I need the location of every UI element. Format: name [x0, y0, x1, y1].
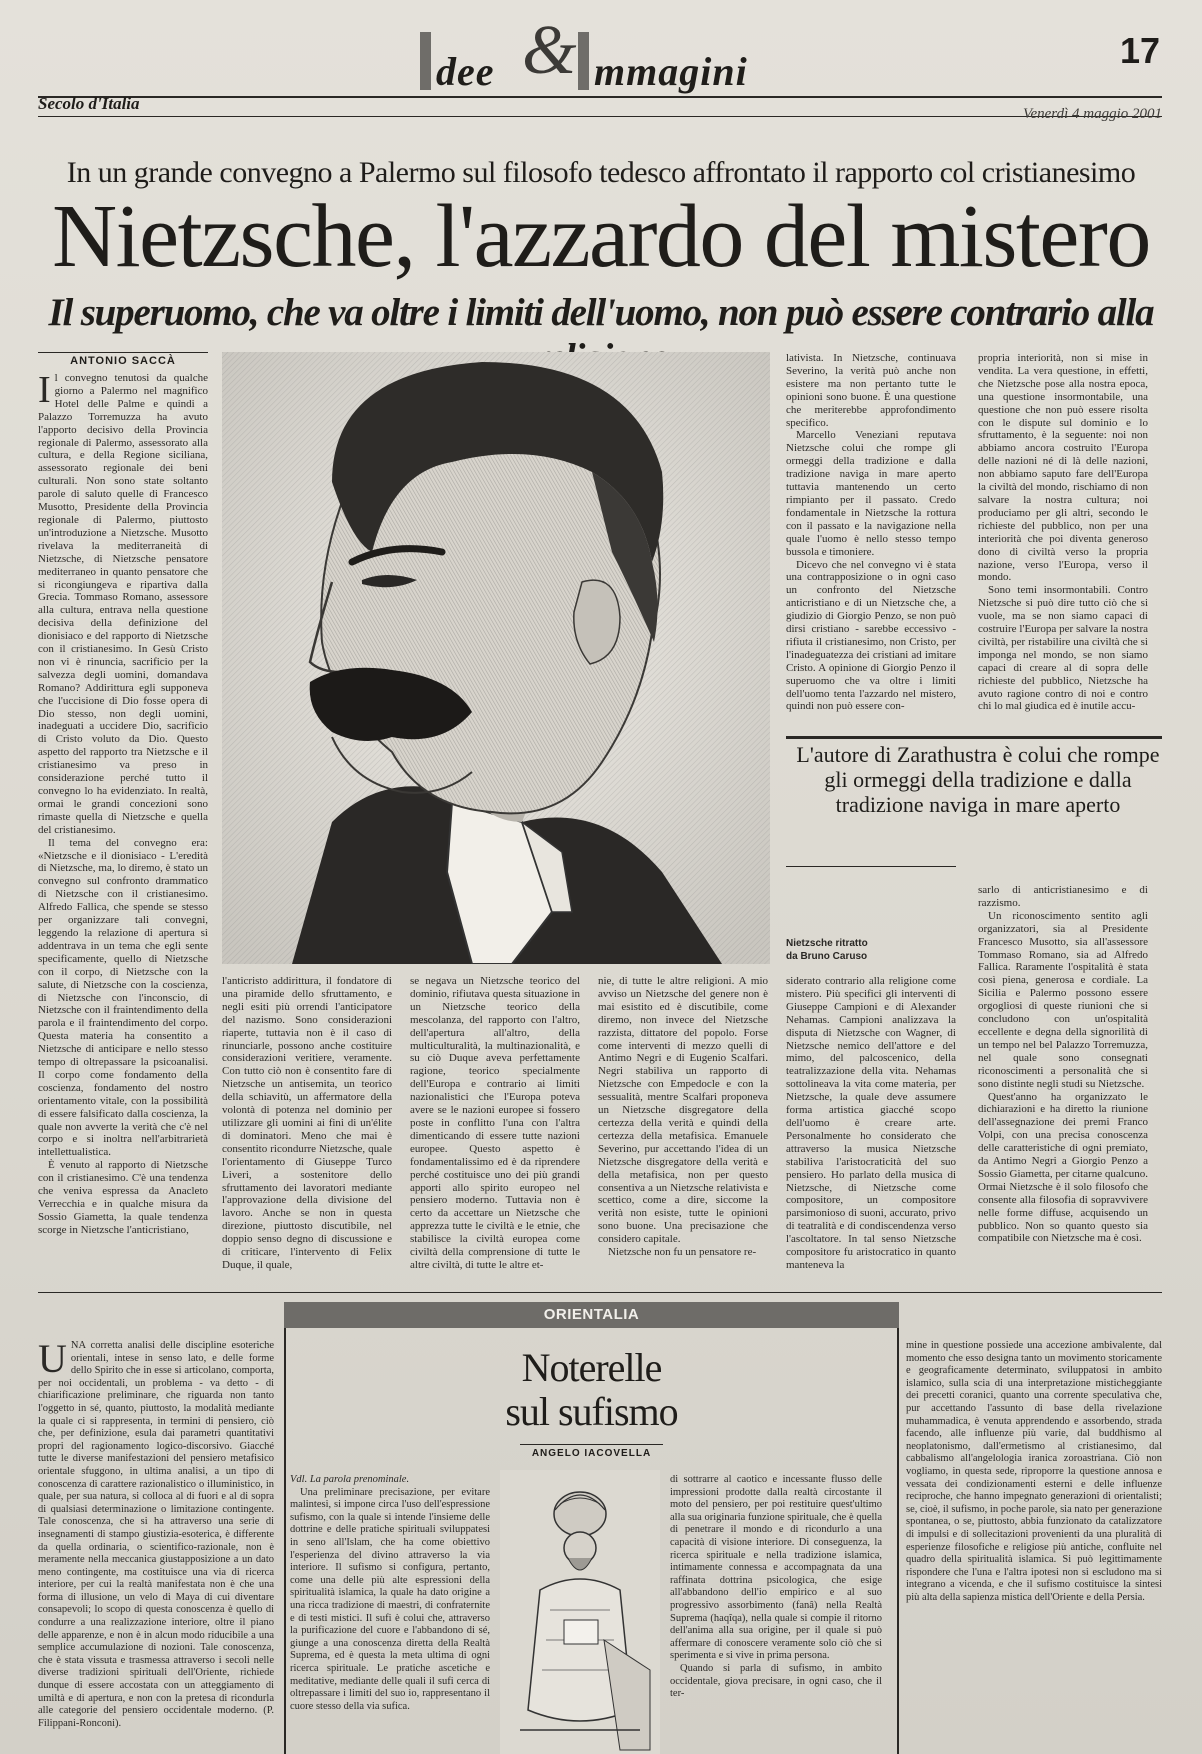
- caption-line-1: Nietzsche ritratto: [786, 938, 868, 949]
- article-column-1: [38, 372, 208, 1280]
- masthead-idee: dee: [436, 49, 495, 94]
- article-column-6-bottom: [978, 884, 1148, 1280]
- orientalia-mid-lead: Vdl. La parola prenominale.: [290, 1474, 410, 1485]
- orientalia-dropcap: U: [38, 1340, 67, 1381]
- pull-quote-bottom-rule: [786, 866, 956, 867]
- orientalia-byline-rule: [520, 1444, 663, 1445]
- orientalia-column-right-mid: [670, 1474, 882, 1754]
- col4-bottom-paragraph-1: nie, di tutte le altre religioni. A mio avviso un Nietzsche del genere non è mai esistito ed è discutibile, come diremo, non invece del Nietzsche razzista, dittatore del popolo. Forse come interventi di mezzo quelli di Antimo Negri e di Eugenio Scalfari. Negri stabiliva un rapporto di Nietzsche con Empedocle e con la sessualità, mentre Scalfari proponeva un Nietzsche disgregatore della certezza della verità e quindi della certezza della metafisica. Emanuele Severino, pur accettando l'idea di un Nietzsche disgregatore della verità e della metafisica, non per questo consentiva a un Nietzsche relativista e scettico, come a dire, siccome la verità non esiste, tutte le opinioni sono buone. Una precisazione che considero capitale.: [598, 975, 768, 1246]
- col2-bottom-paragraph: l'anticristo addirittura, il fondatore di una piramide dello sfruttamento, e negli esiti più orrendi l'anticipatore del nazismo. Sono considerazioni riaperte, tuttavia non è il caso di rinunciarle, possono anche costituire considerazioni veritiere, veramente. Con tutto ciò non è consentito fare di Nietzsche un antisemita, un teorico della schiavitù, un affermatore della volontà di potenza nel dominio per utilizzare gli uomini ai fini di un'élite di dominatori. Meno che mai è consentito ricondurre Nietzsche, quale l'orientamento di Giuseppe Turco Liveri, a sostenitore dello sfruttamento dei lavoratori mediante l'approvazione della divisione del lavoro. Anche se non in questa direzione, piuttosto discutibile, nel doppio senso degno di discussione e di criticare, l'intervento di Felix Duque, il quale,: [222, 975, 392, 1271]
- col3-bottom-paragraph: se negava un Nietzsche teorico del dominio, rifiutava questa situazione in un Nietzsche teorico della mescolanza, del rapporto con l'altro, dell'apertura all'altro, della multiculturalità, la multinazionalità, e su ciò Duque aveva perfettamente ragione, teorico specialmente dell'Europa e contrario ai limiti nazionalistici che l'Europa poteva avere se le nazioni europee si fossero poste in conflitto l'una con l'altra dimenticando di essere tutte nazioni europee. Questo aspetto è fondamentalissimo ed è da riprendere perché costituisce uno dei più grandi apporti allo spirito europeo nel pensiero moderno. Tuttavia non è certo da accettare un Nietzsche che apprezza tutte le civiltà e le etnie, che stabilisce la civiltà europea come civiltà della comprensione di tutte le altre civiltà, di tutte le altre et-: [410, 975, 580, 1271]
- portrait-illustration: [222, 352, 770, 964]
- page-number: 17: [1119, 30, 1160, 71]
- sufi-sage-illustration: [500, 1470, 660, 1754]
- col6-paragraph-1: propria interiorità, non si mise in vendita. La vera questione, in effetti, che Nietzsche pose alla nostra epoca, una questione insormontabile, una questione che non può essere risolta con le dispute sul dominio e lo sfruttamento, è la seguente: noi non abbiamo ancora costruito l'Europa delle nazioni né di là delle nazioni, non abbiamo saputo fare dell'Europa la civiltà del mondo, rischiamo di non salvare la nostra cultura; noi produciamo per gli altri, secondo le richieste del pubblico, non per una interiorità che poi diventa generoso dono di civiltà verso la propria nazione, verso l'Europa, verso il mondo.: [978, 352, 1148, 584]
- orientalia-column-mid: [290, 1474, 490, 1754]
- col6-bottom-paragraph-2: Un riconoscimento sentito agli organizzatori, sia al Presidente Francesco Musotto, sia all'assessore Tommaso Romano, sia ad Alfredo Fallica. Raramente l'ospitalità è stata così piena, generosa e cordiale. La Sicilia e Palermo possono essere orgogliosi di queste riunioni che si concludono con un'ospitalità eccellente e degna della signorilità di un tempo nel bel Palazzo Torremuzza, nel quale sono consegnati riconoscimenti a personalità che si sono distinte negli studi su Nietzsche.: [978, 909, 1148, 1090]
- orientalia-right-text: mine in questione possiede una accezione ambivalente, dal momento che esso designa tanto un movimento storicamente e geograficamente determinato, sviluppatosi in ambito islamico, sulla scia di una interpretazione misticheggiante dei precetti coranici, quanto una corrente speculativa che, pur accettando l'assunto di base della rivelazione muhammadica, è venuta apprendendo e assorbendo, strada facendo, alle influenze più varie, dal buddhismo al neoplatonismo, dall'ermetismo al cristianesimo, dal cabbalismo all'angelologia iranica zoroastriana. Ciò non vogliamo, in questa sede, riproporre la questione annosa e vessata dei condizionamenti esterni e delle influenze reciproche, che hanno impegnato generazioni di orientalisti; se, cioè, il sufismo, in poche parole, sia nato per generazione spontanea, o se, piuttosto, abbia funzionato da catalizzatore di impulsi e di sollecitazioni provenienti da una pluralità di esperienze filosofiche e religiose più antiche, confluite nel quadro della spiritualità islamica. Si può legittimamente rispondere che l'una e l'altra ipotesi non si escludono ma si integrano a vicenda, e che il sufismo costituisce la sintesi più alta della sapienza mistica dell'Oriente e della Persia.: [906, 1340, 1162, 1603]
- article-column-4-bottom: [598, 975, 768, 1280]
- sufi-sage-icon: [500, 1470, 660, 1754]
- orientalia-label: ORIENTALIA: [284, 1302, 899, 1328]
- orientalia-title-line-2: sul sufismo: [505, 1389, 678, 1434]
- col5-paragraph-2: Marcello Veneziani reputava Nietzsche colui che rompe gli ormeggi della tradizione e dalla tradizione naviga in mare aperto tuttavia mantenendo un certo rimpianto per il passato. Credo fondamentale in Nietzsche la rottura con il passato e la navigazione nella quale l'uomo è nello stesso tempo bussola e timoniere.: [786, 429, 956, 558]
- orientalia-mid-text: Una preliminare precisazione, per evitare malintesi, si impone circa l'uso dell'espressione sufismo, con la quale si intende l'insieme delle dottrine e delle pratiche spirituali sviluppatesi in seno all'Islam, che ha come obiettivo l'esperienza del divino attraverso la via interiore. Il sufismo si configura, pertanto, come una delle più alte espressioni della spiritualità islamica, la quale ha dato origine a una ricca tradizione di maestri, di confraternite e di testi mistici. Il sufi è colui che, attraverso la purificazione del cuore e l'abbandono di sé, giunge a una conoscenza diretta della Realtà Suprema, ed è questa la meta ultima di ogni ricerca spirituale. Le pratiche ascetiche e meditative, mediante delle quali il sufi cerca di oltrepassare i limiti del suo io, rappresentano il cuore stesso della via sufica.: [290, 1486, 490, 1712]
- article-column-3-bottom: [410, 975, 580, 1280]
- masthead-immagini: mmagini: [594, 49, 748, 94]
- article-byline: ANTONIO SACCÀ: [70, 355, 176, 367]
- col6-paragraph-2: Sono temi insormontabili. Contro Nietzsche si può dire tutto ciò che si vuole, ma se non siamo capaci di costruire l'Europa per salvare la nostra civiltà, per ristabilire una civiltà che si imponga nel mondo, se non siamo capaci di creare al di sopra delle richieste del pubblico, Nietzsche ha avuto ragione contro di noi e contro chi lo mal giudica ed è inutile accu-: [978, 584, 1148, 713]
- issue-date: Venerdì 4 maggio 2001: [1022, 106, 1162, 122]
- caption-line-2: da Bruno Caruso: [786, 951, 868, 962]
- article-column-5-top: [786, 352, 956, 722]
- masthead-rule: [38, 96, 1162, 98]
- col6-bottom-paragraph-3: Quest'anno ha organizzato le dichiarazioni e ha diretto la riunione dell'assegnazione dei premi Franco Volpi, con una precisa conoscenza delle caratteristiche di ogni premiato, da Antimo Negri a Giorgio Penzo a Sossio Giametta, per citarne qualcuno. Ormai Nietzsche è il solo filosofo che consente alla filosofia di sopravvivere nelle forme diffuse, acquisendo un pubblico. Non so quanto questo sia compatibile con Nietzsche ma è così.: [978, 1090, 1148, 1245]
- orientalia-title: [284, 1346, 899, 1434]
- orientalia-column-left: [38, 1340, 274, 1754]
- article-column-5-bottom: [786, 975, 956, 1280]
- orientalia-byline: ANGELO IACOVELLA: [531, 1448, 652, 1459]
- masthead-rule-thin: [38, 116, 1162, 117]
- orientalia-right-mid-text: di sottrarre al caotico e incessante flusso delle impressioni prodotte dalla realtà circostante il moto del pensiero, per poi restituire quest'ultimo alla sua originaria funzione spirituale, che è quella di penetrare il mondo e di ricondurlo a una capacità di visione interiore. Di conseguenza, la ricerca spirituale e nella tradizione islamica, intimamente connessa e accompagnata da una raffinata dottrina psicologica, che esige all'abbandono dell'io empirico e al suo progressivo assorbimento (fanâ) nella Realtà Suprema (haqîqa), nella quale si compie il ritorno dell'anima alla sua origine, per il quale si può affermare di conoscere veramente solo ciò che si sperimenta e si vive in prima persona.: [670, 1474, 882, 1662]
- paper-name: Secolo d'Italia: [38, 94, 140, 113]
- article-headline: Nietzsche, l'azzardo del mistero: [52, 187, 1150, 286]
- section-divider: [38, 1292, 1162, 1293]
- orientalia-left-text: NA corretta analisi delle discipline esoteriche orientali, intese in senso lato, e delle forme dello Spirito che in esse si articolano, comporta, per noi occidentali, un problema - va detto - di chiarificazione preliminare, che riguarda non tanto l'oggetto in sé, quanto, piuttosto, la modalità mediante la quale ci si rappresenta, in termini di pensiero, ciò che, per definizione, esula dai parametri quantitativi propri del ragionamento logico-discorsivo. Giacché tutte le diverse manifestazioni del pensiero metafisico orientale sfuggono, in ultima analisi, a un tipo di conoscenza di carattere razionalistico o illuministico, in quale, per sua natura, si colloca al di fuori e al di sopra di qualsiasi determinazione o limitazione contingente. Tale conoscenza, che si ha attraverso una serie di insegnamenti di stampo giustizia-esoterica, è differente da quella ordinaria, o scientifico-razionale, non è meramente nella meccanica giustapposizione a un dato meno contingente, ma costituisce una via di ricerca interiore, per cui la realtà manifestata non è che una forma di illusione, un velo di Maya di cui diventare consapevoli; lo scopo di questa conoscenza è quello di condurre a una realizzazione interiore, oltre il piano delle apparenze, e non è in alcun modo riducibile a una semplice accumulazione di nozioni. Tale conoscenza, che è stata vissuta e trasmessa attraverso i secoli nelle diverse tradizioni spirituali dell'Oriente, richiede dunque di essere accostata con un atteggiamento di umiltà e di apertura, e non con la pretesa di ricondurla alle categorie del pensiero occidentale moderno. (P. Filippani-Ronconi).: [38, 1340, 274, 1729]
- col1-paragraph-1: l convegno tenutosi da qualche giorno a Palermo nel magnifico Hotel delle Palme e quindi a Palazzo Torremuzza ha avuto l'apporto decisivo della Provincia regionale di Palermo, assessorato alla cultura, e della Regione siciliana, assessorato regionale dei beni culturali. Non sono state soltanto parole di saluto quelle di Francesco Musotto, Presidente della Provincia regionale di Palermo, piuttosto un'introduzione a Nietzsche. Musotto rivelava la mediterraneità di Nietzsche, di Nietzsche pensatore mediterraneo in quanto pensatore che si ricongiungeva e ripartiva dalla Grecia. Tommaso Romano, assessore alla cultura, entrava nella questione decisiva della definizione del dionisiaco e del rapporto di Nietzsche con il cristianesimo. In Gesù Cristo non vi è rinuncia, sacrificio per la salvezza degli uomini, domandava Romano? Addirittura egli supponeva che l'uccisione di Dio fosse opera di Dio stesso, non degli uomini, inadeguati a uccidere Dio, sacrificio di Cristo voluto da Dio. Questo aspetto del rapporto tra Nietzsche e il cristianesimo va preso in considerazione perché tutto il convegno lo ha evidenziato. In realtà, ormai le grandi concezioni sono rimaste quella di Nietzsche e quella del cristianesimo.: [38, 372, 208, 836]
- col6-bottom-paragraph-1: sarlo di anticristianesimo e di razzismo.: [978, 884, 1148, 909]
- nietzsche-portrait: [222, 352, 770, 964]
- orientalia-right-mid-text-2: Quando si parla di sufismo, in ambito occidentale, giova precisare, in ogni caso, che il ter-: [670, 1662, 882, 1700]
- masthead-initial-i: [420, 32, 431, 90]
- masthead-initial-i2: [578, 32, 589, 90]
- portrait-caption: [786, 937, 868, 963]
- col5-bottom-paragraph: siderato contrario alla religione come mistero. Più specifici gli interventi di Giuseppe Campioni e di Alexander Nehamas. Campioni analizzava la disputa di Nietzsche con Wagner, di Nietzsche nemico dell'attore e del mimo, del palcoscenico, della teatralizzazione della vita. Nehamas sottolineava la vita come materia, per Nietzsche, la quale deve assumere forma artistica giacché scopo dell'uomo è creare arte. Personalmente ho considerato che attraverso la musica Nietzsche stabiliva l'aristocraticità del suo pensiero. Ho parlato della musica di Nietzsche, di Nietzsche come compositore, un compositore parsimonioso di suoni, accurato, privo di teatralità e di condiscendenza verso l'ascoltatore. In tal senso Nietzsche compositore fu aristocratico in quanto manteneva la: [786, 975, 956, 1271]
- col4-bottom-paragraph-2: Nietzsche non fu un pensatore re-: [608, 1246, 757, 1259]
- orientalia-column-right: [906, 1340, 1162, 1754]
- byline-rule: [38, 352, 208, 353]
- article-subhead: Il superuomo, che va oltre i limiti dell'uomo, non può essere contrario alla: [48, 291, 1154, 334]
- col5-paragraph-3: Dicevo che nel convegno vi è stata una contrapposizione o in ogni caso un confronto del Nietzsche anticristiano e di un Nietzsche che, a giudizio di Giorgio Penzo, se non può dirsi cristiano - sarebbe eccessivo - rifiuta il cristianesimo, non Cristo, per l'inadeguatezza dei cristiani ad imitare Cristo. A opinione di Giorgio Penzo il superuomo che va oltre i limiti dell'uomo tenta l'azzardo nel mistero, quindi non può essere con-: [786, 558, 956, 713]
- orientalia-title-line-1: Noterelle: [521, 1345, 662, 1390]
- article-kicker: In un grande convegno a Palermo sul filosofo tedesco affrontato il rapporto col cristianesimo: [66, 156, 1136, 189]
- col1-paragraph-2: Il tema del convegno era: «Nietzsche e il dionisiaco - L'eredità di Nietzsche, ma, lo diremo, è stato un convegno sul confronto drammatico di Nietzsche con il cristianesimo. Alfredo Fallica, che spende se stesso per organizzare tali convegni, leggendo la relazione di apertura si addentrava in un tema che egli sente specificamente, quello di Nietzsche con il corpo, di Nietzsche con la salute, di Nietzsche con la coscienza, di Nietzsche con l'inconscio, di Nietzsche con il fraintendimento della parola e il fraintendimento del corpo. Questa materia ha consentito a Nietzsche di anticipare e nello stesso tempo di oltrepassare la psicoanalisi. Il corpo come fondamento della coscienza, fondamento del nostro orientamento vitale, con la possibilità di essere falsificato dalla coscienza, la quale non avverte la verità che c'è nel corpo e si inoltra nell'arbitrarietà intellettualistica.: [38, 836, 208, 1159]
- pull-quote-rule: [786, 736, 1162, 739]
- article-column-6-top: [978, 352, 1148, 722]
- dropcap: I: [38, 372, 51, 411]
- col5-paragraph-1: lativista. In Nietzsche, continuava Severino, la verità può anche non esistere ma non pertanto tutte le opinioni sono buone. È una questione che meriterebbe approfondimento specifico.: [786, 352, 956, 429]
- section-masthead: [420, 14, 840, 94]
- article-column-2-bottom: [222, 975, 392, 1280]
- masthead-ampersand: &: [522, 12, 577, 89]
- pull-quote: L'autore di Zarathustra è colui che rompe gli ormeggi della tradizione e dalla tradizione naviga in mare aperto: [796, 742, 1160, 817]
- col1-paragraph-3: È venuto al rapporto di Nietzsche con il cristianesimo. C'è una tendenza che veniva espressa da Anacleto Verrecchia e in qualche misura da Sossio Giametta, la quale tendenza scorge in Nietzsche l'anticristiano,: [38, 1159, 208, 1236]
